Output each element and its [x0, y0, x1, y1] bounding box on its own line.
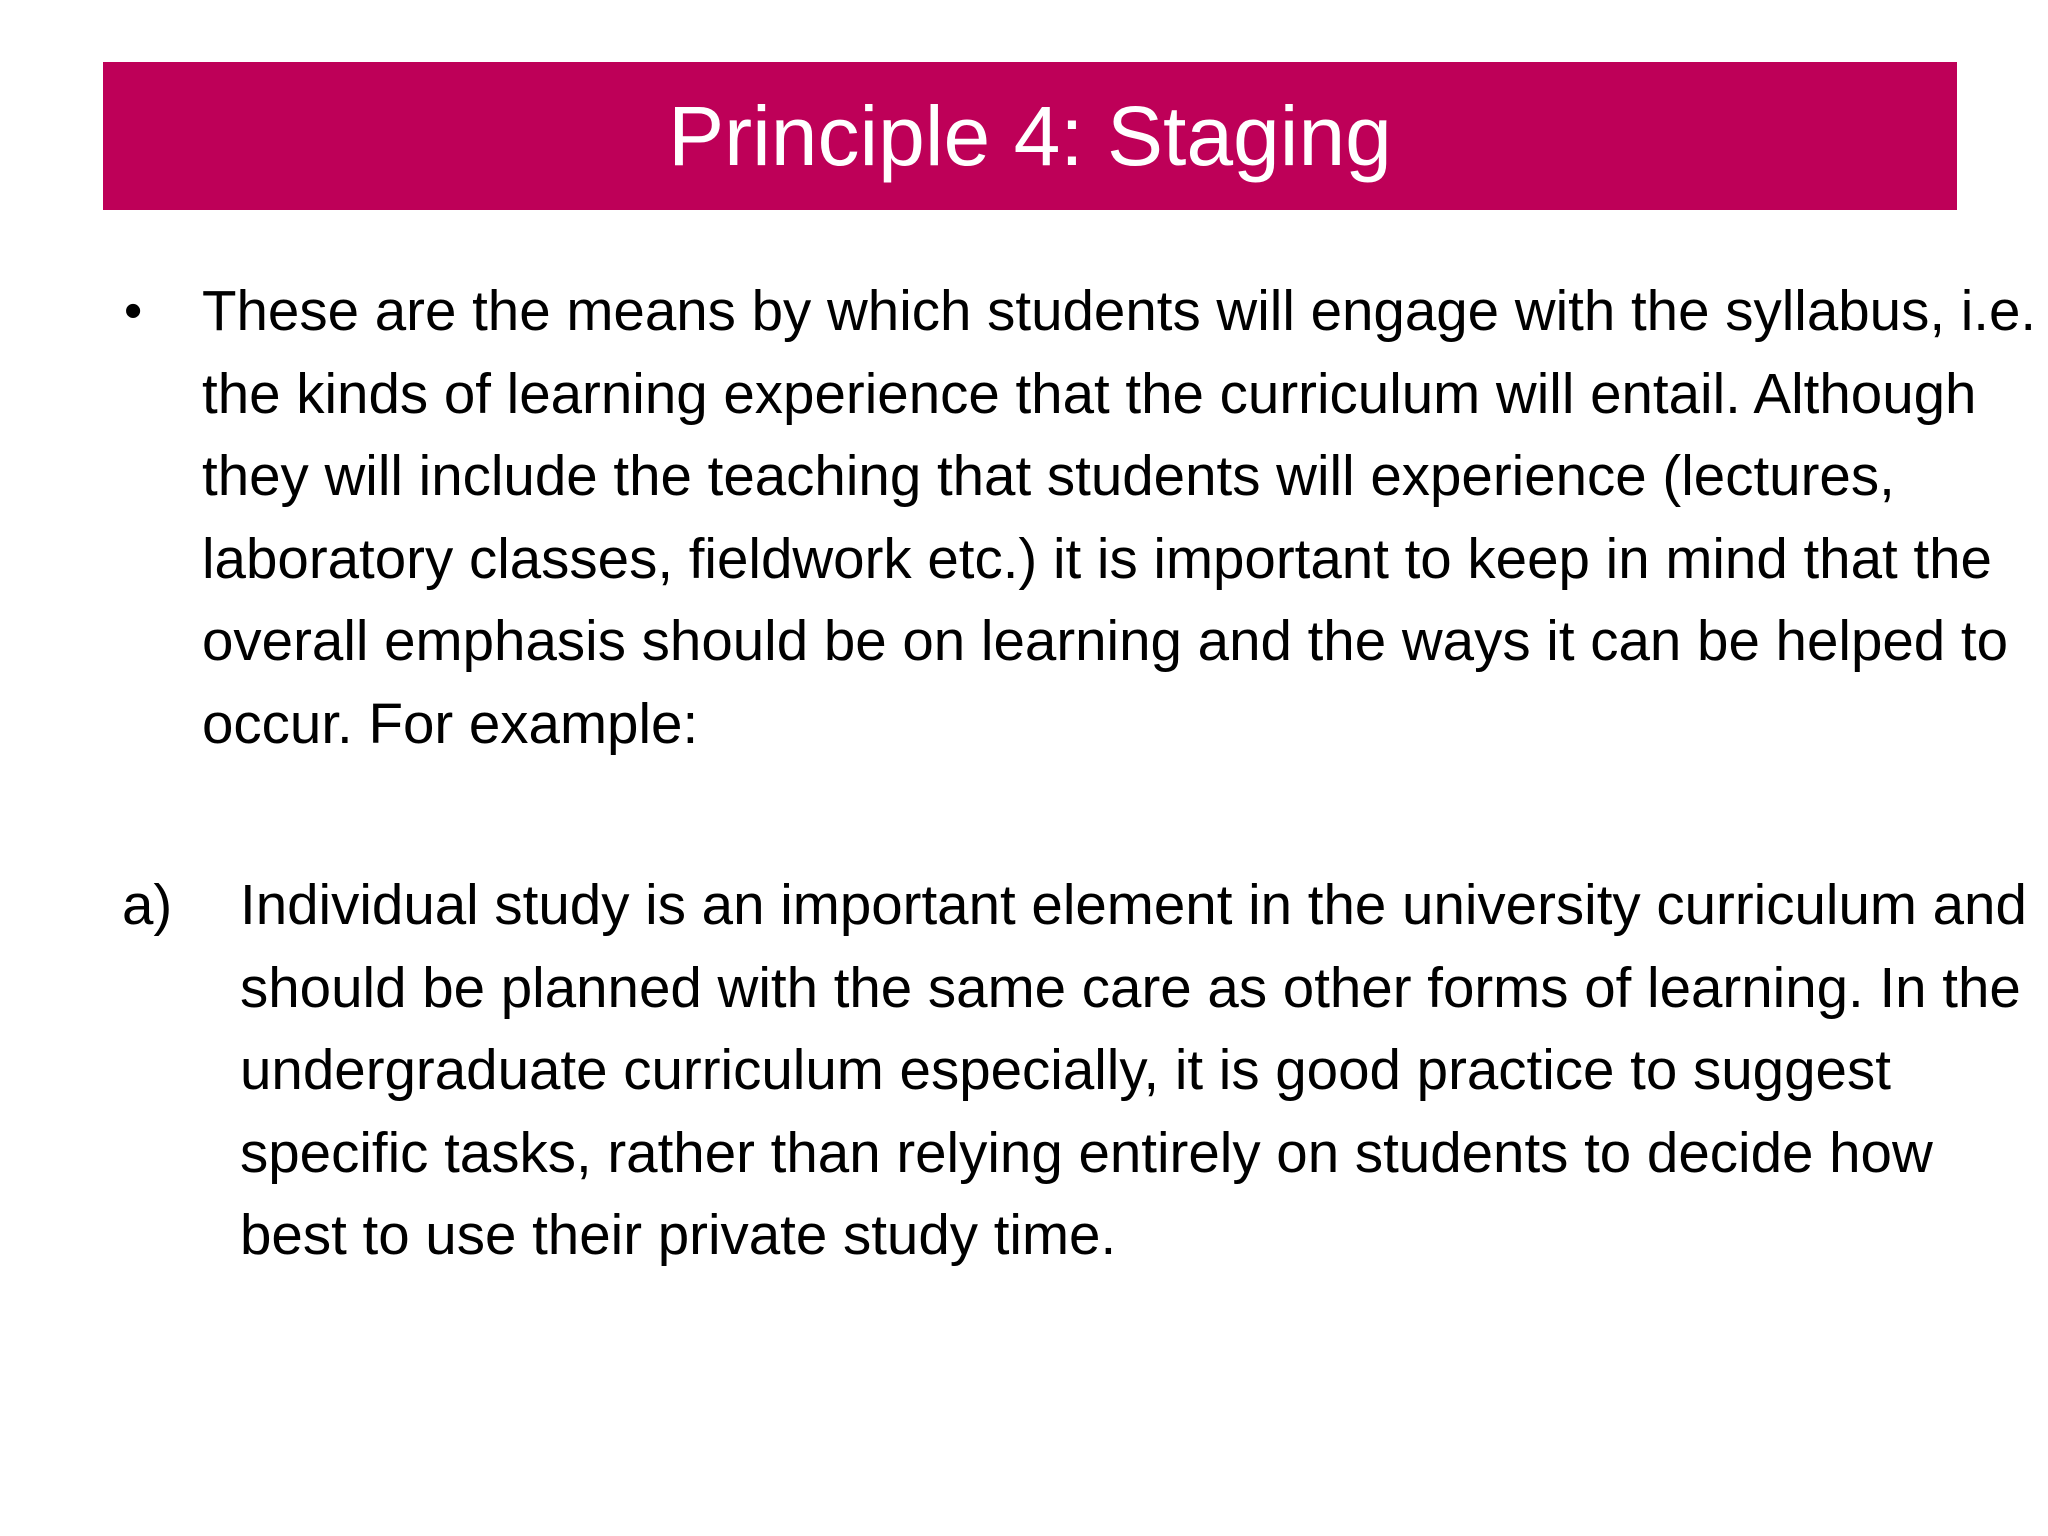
slide-title: Principle 4: Staging: [668, 89, 1392, 183]
bullet-text: These are the means by which students will engage with the syllabus, i.e. the kinds of learning experience that the curriculum will entail. Although they will include the teaching that students will experience (lectures, laboratory classes, fieldwork etc.) it is important to keep in mind that the overall emphasis should be on learning and the ways it can be helped to occur. For example:: [202, 279, 2037, 755]
list-item-text: Individual study is an important element in the university curriculum and should be planned with the same care as other forms of learning. In the undergraduate curriculum especially, it is good practice to suggest specific tasks, rather than relying entirely on students to decide how best to use their private study time.: [240, 873, 2027, 1266]
list-item-marker: a): [122, 873, 173, 936]
bullet-item: [122, 270, 2037, 765]
list-item: [122, 864, 2027, 1277]
bullet-icon: •: [124, 282, 143, 340]
